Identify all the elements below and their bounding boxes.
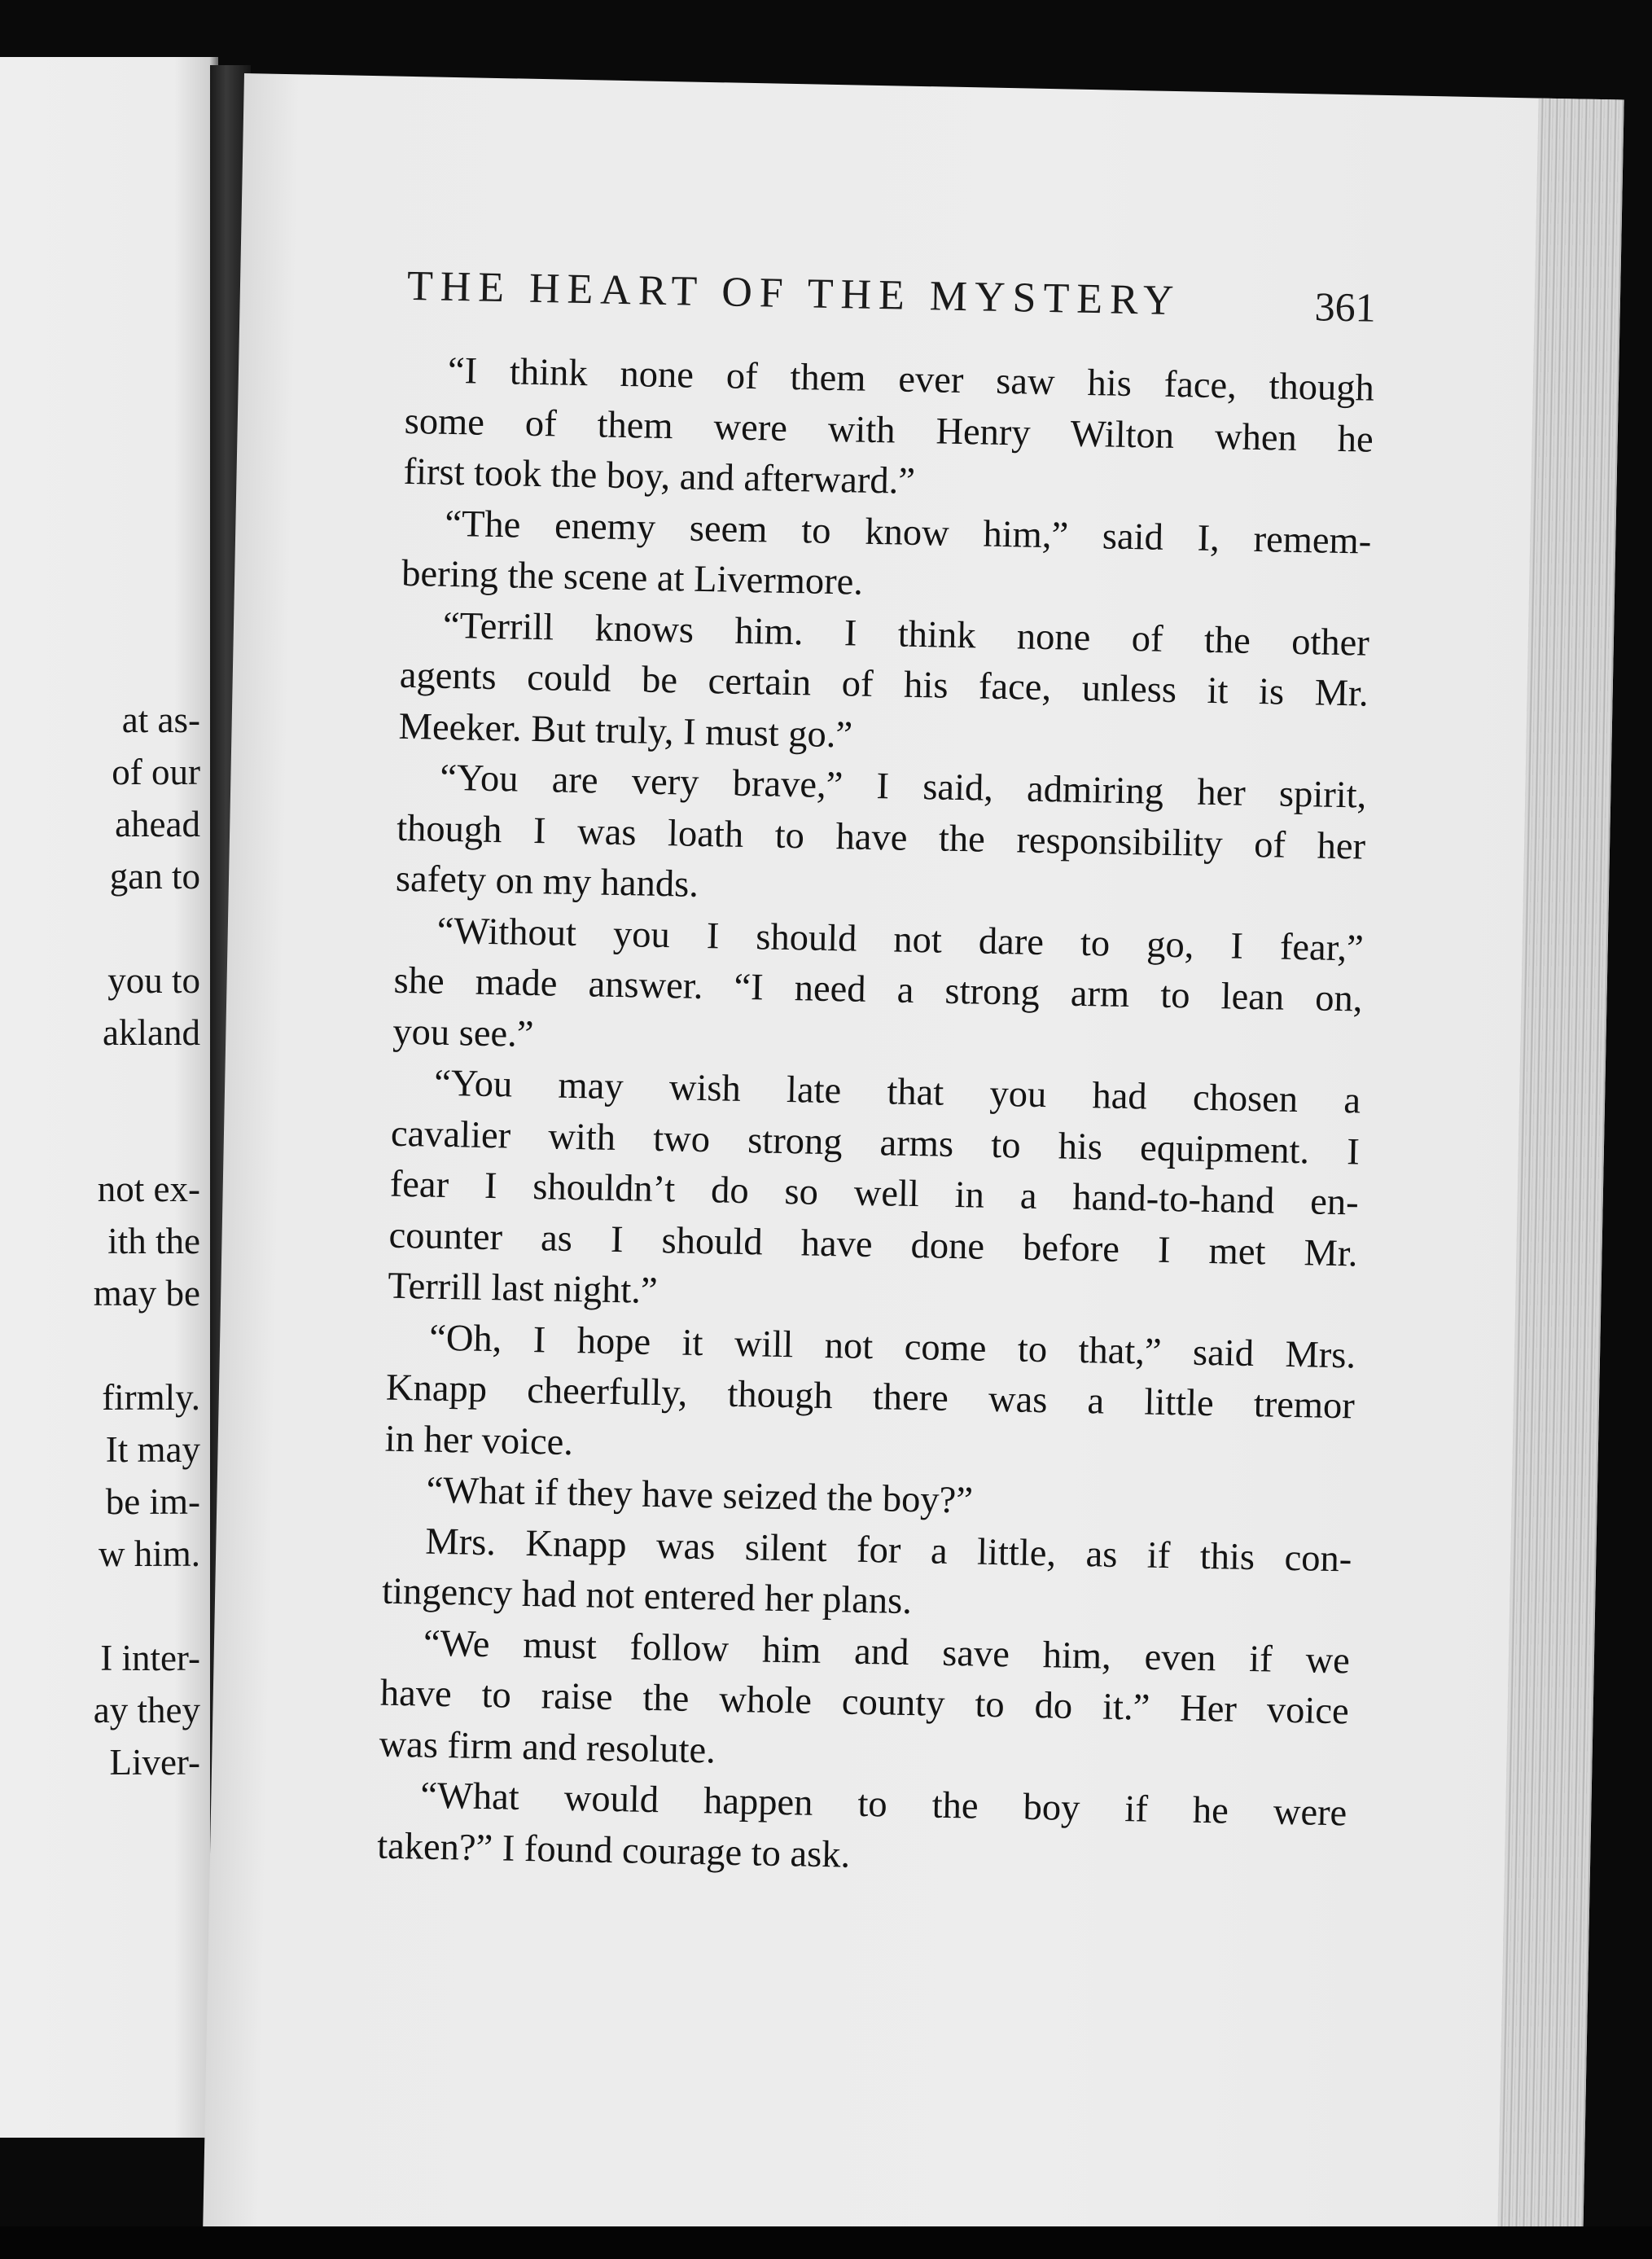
left-page-line: I inter- xyxy=(100,1638,200,1678)
text-line: counter as I should have done before I met Mr. xyxy=(388,1214,1358,1275)
text-line: cavalier with two strong arms to his equipment. I xyxy=(390,1112,1361,1173)
left-page-line: Liver- xyxy=(109,1742,200,1783)
left-page-line: be im- xyxy=(105,1481,200,1522)
text-line: you see.” xyxy=(392,1011,534,1055)
text-line: first took the boy, and afterward.” xyxy=(403,450,916,502)
text-line: “The enemy seem to know him,” said I, remem- xyxy=(444,502,1372,563)
text-line: Knapp cheerfully, though there was a little tremor xyxy=(385,1366,1356,1428)
left-page-line: of our xyxy=(112,752,200,792)
text-line: agents could be certain of his face, unless it is Mr. xyxy=(399,654,1369,715)
text-line: “We must follow him and save him, even if we xyxy=(423,1622,1351,1682)
text-line: “You may wish late that you had chosen a xyxy=(433,1062,1361,1122)
text-line: “What would happen to the boy if he were xyxy=(419,1774,1347,1835)
text-line: safety on my hands. xyxy=(395,858,699,906)
left-page xyxy=(0,57,218,2138)
left-page-line: ith the xyxy=(107,1221,200,1261)
page-edges xyxy=(1497,99,1624,2258)
left-page-line: at as- xyxy=(121,700,200,740)
text-line: have to raise the whole county to do it.” Her voice xyxy=(379,1672,1350,1733)
left-page-line: akland xyxy=(103,1012,200,1053)
left-page-line: w him. xyxy=(98,1533,200,1574)
text-line: “You are very brave,” I said, admiring her spirit, xyxy=(439,757,1367,817)
left-page-line: not ex- xyxy=(97,1169,200,1209)
text-line: tingency had not entered her plans. xyxy=(381,1570,913,1623)
text-line: Meeker. But truly, I must go.” xyxy=(398,705,853,756)
page-number: 361 xyxy=(1314,283,1377,331)
text-line: “Without you I should not dare to go, I fear,” xyxy=(436,910,1365,970)
text-line: “I think none of them ever saw his face, though xyxy=(447,349,1375,410)
text-line: some of them were with Henry Wilton when he xyxy=(404,400,1374,461)
text-line: “Terrill knows him. I think none of the other xyxy=(442,604,1370,665)
text-line: “Oh, I hope it will not come to that,” said Mrs. xyxy=(428,1317,1356,1376)
left-page-line: ahead xyxy=(115,804,200,844)
running-head: THE HEART OF THE MYSTERY xyxy=(406,262,1181,325)
text-line: “What if they have seized the boy?” xyxy=(426,1469,974,1522)
text-line: fear I shouldn’t do so well in a hand-to-hand en- xyxy=(389,1163,1360,1224)
text-line: was firm and resolute. xyxy=(379,1723,716,1771)
bottom-shadow xyxy=(0,2226,1652,2259)
body-text xyxy=(377,345,1375,1890)
left-page-line: It may xyxy=(105,1429,200,1470)
text-line: she made answer. “I need a strong arm to lean on, xyxy=(393,959,1363,1020)
text-line: taken?” I found courage to ask. xyxy=(376,1825,851,1876)
text-line: bering the scene at Livermore. xyxy=(401,552,864,603)
text-line: though I was loath to have the responsibility of her xyxy=(396,807,1366,868)
page-header xyxy=(406,262,1376,330)
text-line: in her voice. xyxy=(384,1418,574,1463)
left-page-line: may be xyxy=(93,1273,200,1314)
text-line: Mrs. Knapp was silent for a little, as if this con- xyxy=(424,1520,1352,1580)
left-page-line: ay they xyxy=(93,1690,200,1730)
left-page-line: gan to xyxy=(109,856,200,897)
left-page-line: firmly. xyxy=(102,1377,200,1418)
left-page-line: you to xyxy=(107,960,200,1001)
text-line: Terrill last night.” xyxy=(387,1265,659,1313)
main-page xyxy=(203,73,1624,2257)
